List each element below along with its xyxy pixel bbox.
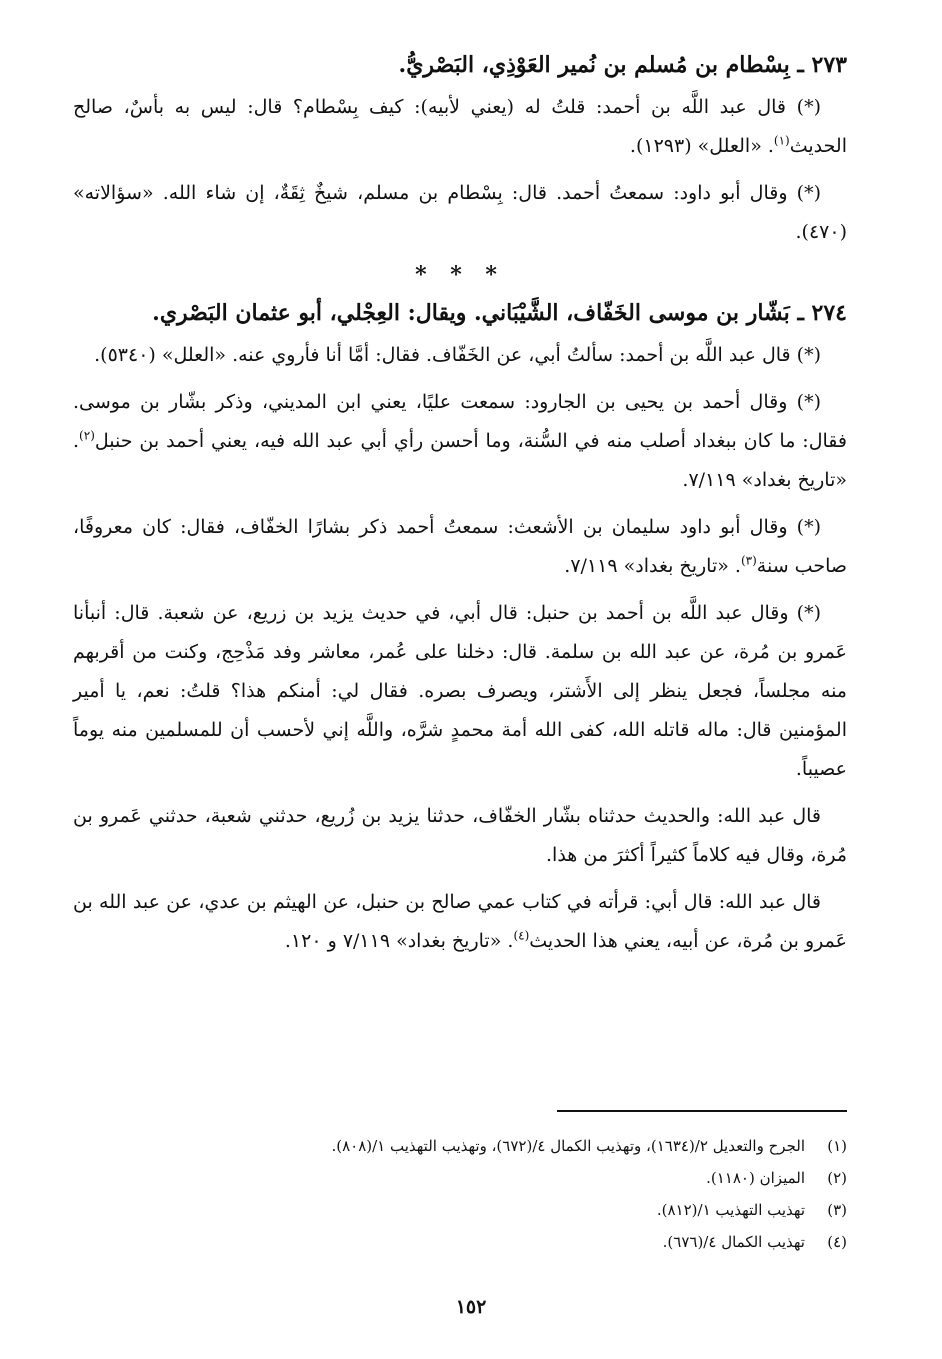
footnote-text: تهذيب التهذيب ١/(٨١٢). bbox=[656, 1201, 805, 1219]
entry-title: ٢٧٤ ـ بَشّار بن موسى الخَفّاف، الشَّيْبَاني. ويقال: العِجْلي، أبو عثمان البَصْري. bbox=[152, 300, 847, 326]
footnote-marker[interactable]: (١) bbox=[773, 133, 790, 148]
section-separator: * * * bbox=[415, 262, 505, 288]
footnote-marker[interactable]: (٢) bbox=[79, 428, 95, 443]
footnote-item bbox=[120, 1162, 847, 1194]
main-text bbox=[73, 48, 847, 969]
narration-paragraph: (*) وقال عبد اللَّه بن أحمد بن حنبل: قال أبي، في حديث يزيد بن زريع، عن شعبة. قال: أنبأنا عَمرو بن مُرة، عن عبد الله بن سلمة. قال: دخلنا على عُمر، معاشر وفد مَذْحِج، وكنت من أقربهم منه مجلساً، فجعل ينظر إلى الأَشتر، ويصرف بصره. فقال لي: أمنكم هذا؟ قلتُ: نعم، يا أمير المؤمنين قال: ماله قاتله الله، كفى الله أمة محمدٍ شرَّه، واللَّه إني لأحسب أن للمسلمين منه يوماً عصيباً. bbox=[73, 602, 847, 780]
footnote-item bbox=[120, 1130, 847, 1162]
narration-paragraph: (*) قال عبد اللَّه بن أحمد: سألتُ أبي، عن الخَفّاف. فقال: أمَّا أنا فأروي عنه. «العلل» (٥٣٤٠). bbox=[94, 344, 821, 366]
entry-274 bbox=[73, 296, 847, 961]
footnote-item bbox=[120, 1226, 847, 1258]
entry-title: ٢٧٣ ـ بِسْطام بن مُسلم بن نُمير العَوْذِي، البَصْريُّ. bbox=[398, 52, 847, 78]
page-number: ١٥٢ bbox=[455, 1296, 487, 1318]
footnote-number: (٢) bbox=[827, 1169, 847, 1187]
footnote-text: تهذيب الكمال ٤/(٦٧٦). bbox=[662, 1233, 805, 1251]
narration-paragraph: (*) وقال أحمد بن يحيى بن الجارود: سمعت عليًا، يعني ابن المديني، وذكر بشّار بن موسى. فقال: ما كان ببغداد أصلب منه في السُّنة، وما أحسن رأي أبي عبد الله فيه، يعني أحمد بن حنبل$^{(٢)}$. «تاريخ بغداد» ٧/١١٩. bbox=[73, 391, 847, 491]
footnote-number: (٣) bbox=[827, 1201, 847, 1219]
entry-273 bbox=[73, 48, 847, 252]
footnote-number: (١) bbox=[827, 1137, 847, 1155]
narration-paragraph: (*) وقال أبو داود: سمعتُ أحمد. قال: بِسْطام بن مسلم، شيخٌ ثِقَةٌ، إن شاء الله. «سؤالاته» (٤٧٠). bbox=[73, 182, 847, 243]
narration-paragraph: (*) وقال أبو داود سليمان بن الأشعث: سمعتُ أحمد ذكر بشارًا الخفّاف، فقال: كان معروفًا، صاحب سنة$^{(٣)}$. «تاريخ بغداد» ٧/١١٩. bbox=[73, 516, 847, 577]
narration-paragraph: قال عبد الله: والحديث حدثناه بشّار الخفّاف، حدثنا يزيد بن زُريع، حدثني شعبة، حدثني عَمرو بن مُرة، وقال فيه كلاماً كثيراً أكثرَ من هذا. bbox=[73, 805, 847, 866]
footnotes bbox=[120, 1130, 847, 1258]
narration-paragraph: (*) قال عبد اللَّه بن أحمد: قلتُ له (يعني لأبيه): كيف بِسْطام؟ قال: ليس به بأسٌ، صالح الحديث$^{(١)}$. «العلل» (١٢٩٣). bbox=[73, 96, 847, 157]
footnote-text: الميزان (١١٨٠). bbox=[706, 1169, 805, 1187]
footnote-divider bbox=[557, 1110, 847, 1112]
footnote-marker[interactable]: (٤) bbox=[513, 928, 530, 943]
footnote-number: (٤) bbox=[827, 1233, 847, 1251]
footnote-marker[interactable]: (٣) bbox=[740, 553, 757, 568]
narration-paragraph: قال عبد الله: قال أبي: قرأته في كتاب عمي صالح بن حنبل، عن الهيثم بن عدي، عن عبد الله بن عَمرو بن مُرة، عن أبيه، يعني هذا الحديث$^{(٤)}$. «تاريخ بغداد» ٧/١١٩ و ١٢٠. bbox=[73, 891, 847, 952]
footnote-text: الجرح والتعديل ٢/(١٦٣٤)، وتهذيب الكمال ٤/(٦٧٢)، وتهذيب التهذيب ١/(٨٠٨). bbox=[331, 1137, 805, 1155]
footnote-item bbox=[120, 1194, 847, 1226]
